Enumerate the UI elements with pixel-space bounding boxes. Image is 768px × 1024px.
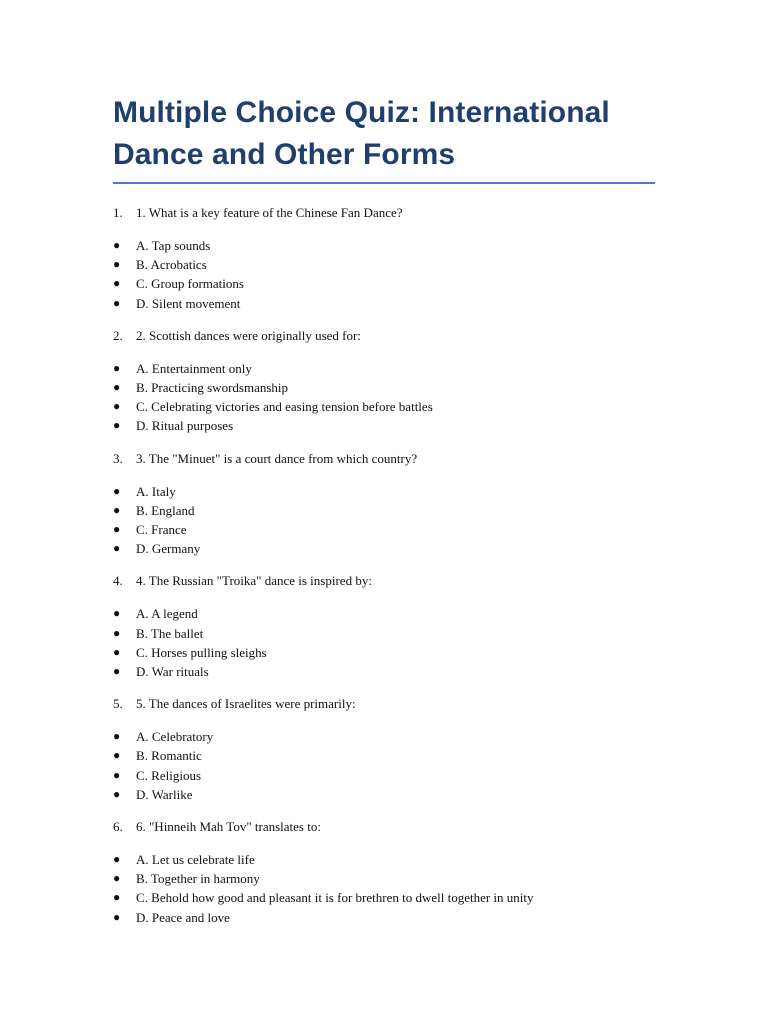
question-2 [113,327,655,345]
question-text: 2. Scottish dances were originally used for: [136,327,361,343]
question-6 [113,818,655,836]
question-4-options [113,604,655,681]
question-text: 4. The Russian "Troika" dance is inspired by: [136,573,372,589]
bullet-icon: ● [113,360,121,375]
option-text: C. Behold how good and pleasant it is for brethren to dwell together in unity [136,890,534,906]
list-item [113,746,655,765]
bullet-icon: ● [113,890,121,905]
bullet-icon: ● [113,852,121,867]
option-text: A. Celebratory [136,729,214,745]
option-text: C. Horses pulling sleighs [136,644,267,660]
option-text: A. Tap sounds [136,238,211,253]
bullet-icon: ● [113,380,121,395]
list-item [113,294,655,313]
list-item [113,604,655,623]
list-item [113,727,655,746]
bullet-icon: ● [113,664,121,679]
bullet-icon: ● [113,257,121,272]
list-item [113,274,655,293]
option-text: C. Group formations [136,276,244,292]
bullet-icon: ● [113,238,121,252]
bullet-icon: ● [113,502,121,517]
bullet-icon: ● [113,786,121,801]
question-number: 2. [113,327,123,343]
list-item [113,236,655,255]
list-item [113,539,655,558]
list-item [113,482,655,501]
list-item [113,255,655,274]
document-page [113,92,655,941]
option-text: D. Warlike [136,786,193,802]
option-text: B. Acrobatics [136,257,207,273]
option-text: B. Together in harmony [136,871,260,887]
list-item [113,624,655,643]
question-text: 6. "Hinneih Mah Tov" translates to: [136,819,321,835]
bullet-icon: ● [113,541,121,556]
bullet-icon: ● [113,418,121,433]
list-item [113,785,655,804]
list-item [113,397,655,416]
option-text: D. Ritual purposes [136,418,234,434]
bullet-icon: ● [113,295,121,310]
option-text: B. Practicing swordsmanship [136,380,289,396]
question-text: 5. The dances of Israelites were primarily: [136,696,356,712]
option-text: A. Italy [136,483,176,499]
list-item [113,643,655,662]
list-item [113,378,655,397]
option-text: D. War rituals [136,664,209,680]
bullet-icon: ● [113,767,121,782]
option-text: A. Entertainment only [136,360,252,376]
question-text: 1. What is a key feature of the Chinese Fan Dance? [136,205,403,220]
option-text: C. France [136,522,187,538]
bullet-icon: ● [113,483,121,498]
bullet-icon: ● [113,276,121,291]
bullet-icon: ● [113,522,121,537]
question-number: 4. [113,573,123,589]
option-text: A. A legend [136,606,198,622]
list-item [113,662,655,681]
bullet-icon: ● [113,909,121,924]
question-5 [113,695,655,713]
list-item [113,520,655,539]
question-6-options [113,850,655,927]
list-item [113,416,655,435]
question-number: 5. [113,696,123,712]
option-text: B. The ballet [136,625,204,641]
question-3-options [113,482,655,559]
list-item [113,501,655,520]
question-3 [113,450,655,468]
option-text: C. Celebrating victories and easing tension before battles [136,399,433,415]
list-item [113,359,655,378]
bullet-icon: ● [113,606,121,621]
bullet-icon: ● [113,399,121,414]
bullet-icon: ● [113,871,121,886]
question-number: 6. [113,819,123,835]
bullet-icon: ● [113,748,121,763]
option-text: C. Religious [136,767,202,783]
option-text: D. Silent movement [136,295,241,311]
question-4 [113,572,655,590]
question-number: 1. [113,205,123,220]
list-item [113,869,655,888]
option-text: D. Peace and love [136,909,230,925]
question-2-options [113,359,655,436]
title-divider [113,182,655,184]
option-text: D. Germany [136,541,201,557]
list-item [113,766,655,785]
list-item [113,888,655,907]
question-1 [113,204,655,222]
question-1-options [113,236,655,313]
question-5-options [113,727,655,804]
bullet-icon: ● [113,644,121,659]
bullet-icon: ● [113,625,121,640]
question-number: 3. [113,450,123,466]
list-item [113,850,655,869]
list-item [113,908,655,927]
option-text: A. Let us celebrate life [136,852,255,868]
option-text: B. England [136,502,195,518]
option-text: B. Romantic [136,748,202,764]
question-text: 3. The "Minuet" is a court dance from which country? [136,450,418,466]
bullet-icon: ● [113,729,121,744]
page-title: Multiple Choice Quiz: International Dance and Other Forms [113,96,610,171]
